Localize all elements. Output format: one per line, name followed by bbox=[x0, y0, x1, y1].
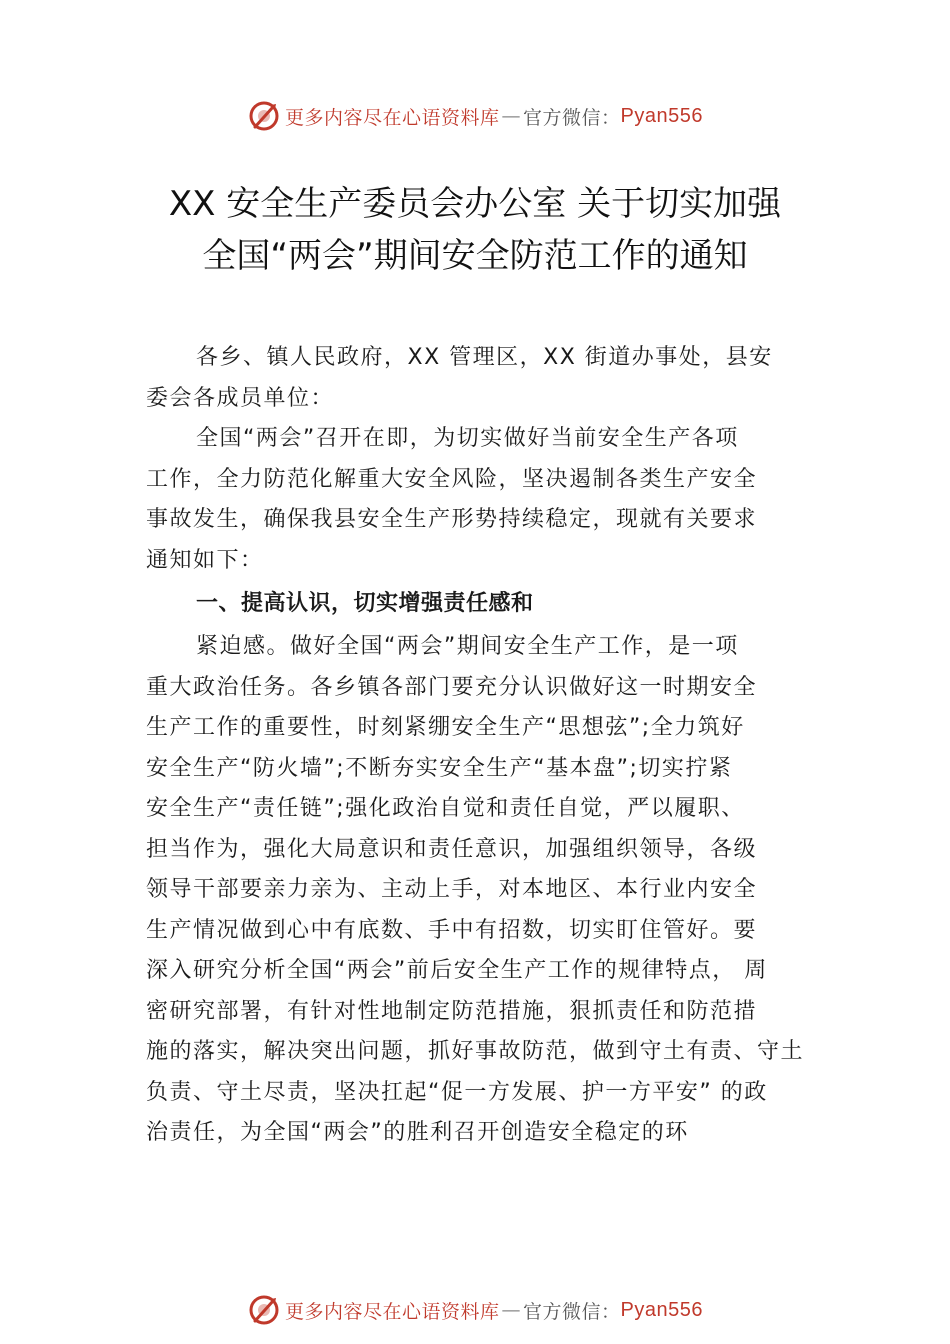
intro-line: 通知如下： bbox=[146, 547, 264, 573]
paragraph-line: 施的落实，解决突出问题，抓好事故防范，做到守土有责、守土 bbox=[146, 1039, 805, 1064]
logo-icon bbox=[247, 1293, 281, 1327]
paragraph-line: 重大政治任务。各乡镇各部门要充分认识做好这一时期安全 bbox=[146, 674, 758, 700]
paragraph-line: 密研究部署，有针对性地制定防范措施，狠抓责任和防范措 bbox=[146, 998, 758, 1024]
title-line-1: XX 安全生产委员会办公室 关于切实加强 bbox=[168, 184, 782, 224]
paragraph-line: 安全生产“防火墙”;不断夯实安全生产“基本盘”;切实拧紧 bbox=[146, 755, 733, 781]
paragraph-line: 治责任，为全国“两会”的胜利召开创造安全稳定的环 bbox=[146, 1120, 689, 1145]
bottom-watermark bbox=[0, 1290, 950, 1330]
watermark-wechat-label: 官方微信： bbox=[523, 1300, 621, 1323]
top-watermark bbox=[0, 96, 950, 136]
paragraph-line: 深入研究分析全国“两会”前后安全生产工作的规律特点， 周 bbox=[146, 958, 768, 983]
salutation-line: 委会各成员单位： bbox=[146, 385, 335, 411]
section-heading: 一、提高认识，切实增强责任感和 bbox=[196, 591, 534, 616]
title-line-2: 全国“两会”期间安全防范工作的通知 bbox=[202, 236, 748, 276]
watermark-separator: — bbox=[501, 105, 522, 127]
watermark-wechat-id: Pyan556 bbox=[620, 1298, 703, 1321]
watermark-site-text: 更多内容尽在心语资料库 bbox=[285, 1300, 500, 1323]
paragraph-line: 担当作为，强化大局意识和责任意识，加强组织领导，各级 bbox=[146, 836, 758, 862]
watermark-wechat-label: 官方微信： bbox=[523, 106, 621, 129]
paragraph-line: 领导干部要亲力亲为、主动上手，对本地区、本行业内安全 bbox=[146, 877, 758, 902]
paragraph-line: 安全生产“责任链”;强化政治自觉和责任自觉，严以履职、 bbox=[146, 796, 745, 821]
paragraph-line: 紧迫感。做好全国“两会”期间安全生产工作，是一项 bbox=[196, 634, 739, 659]
paragraph-line: 生产情况做到心中有底数、手中有招数，切实盯住管好。要 bbox=[146, 917, 758, 943]
intro-line: 事故发生，确保我县安全生产形势持续稳定，现就有关要求 bbox=[146, 507, 758, 532]
watermark-separator: — bbox=[501, 1299, 522, 1321]
logo-icon bbox=[247, 99, 281, 133]
document-body bbox=[146, 338, 816, 1154]
paragraph-line: 生产工作的重要性，时刻紧绷安全生产“思想弦”;全力筑好 bbox=[146, 715, 745, 740]
paragraph-line: 负责、守土尽责，坚决扛起“促一方发展、护一方平安” 的政 bbox=[146, 1079, 768, 1105]
document-title bbox=[0, 178, 950, 282]
salutation-line: 各乡、镇人民政府，XX 管理区，XX 街道办事处，县安 bbox=[196, 345, 773, 370]
intro-line: 工作，全力防范化解重大安全风险，坚决遏制各类生产安全 bbox=[146, 466, 758, 492]
intro-line: 全国“两会”召开在即，为切实做好当前安全生产各项 bbox=[196, 426, 739, 451]
watermark-wechat-id: Pyan556 bbox=[620, 104, 703, 127]
watermark-site-text: 更多内容尽在心语资料库 bbox=[285, 106, 500, 129]
